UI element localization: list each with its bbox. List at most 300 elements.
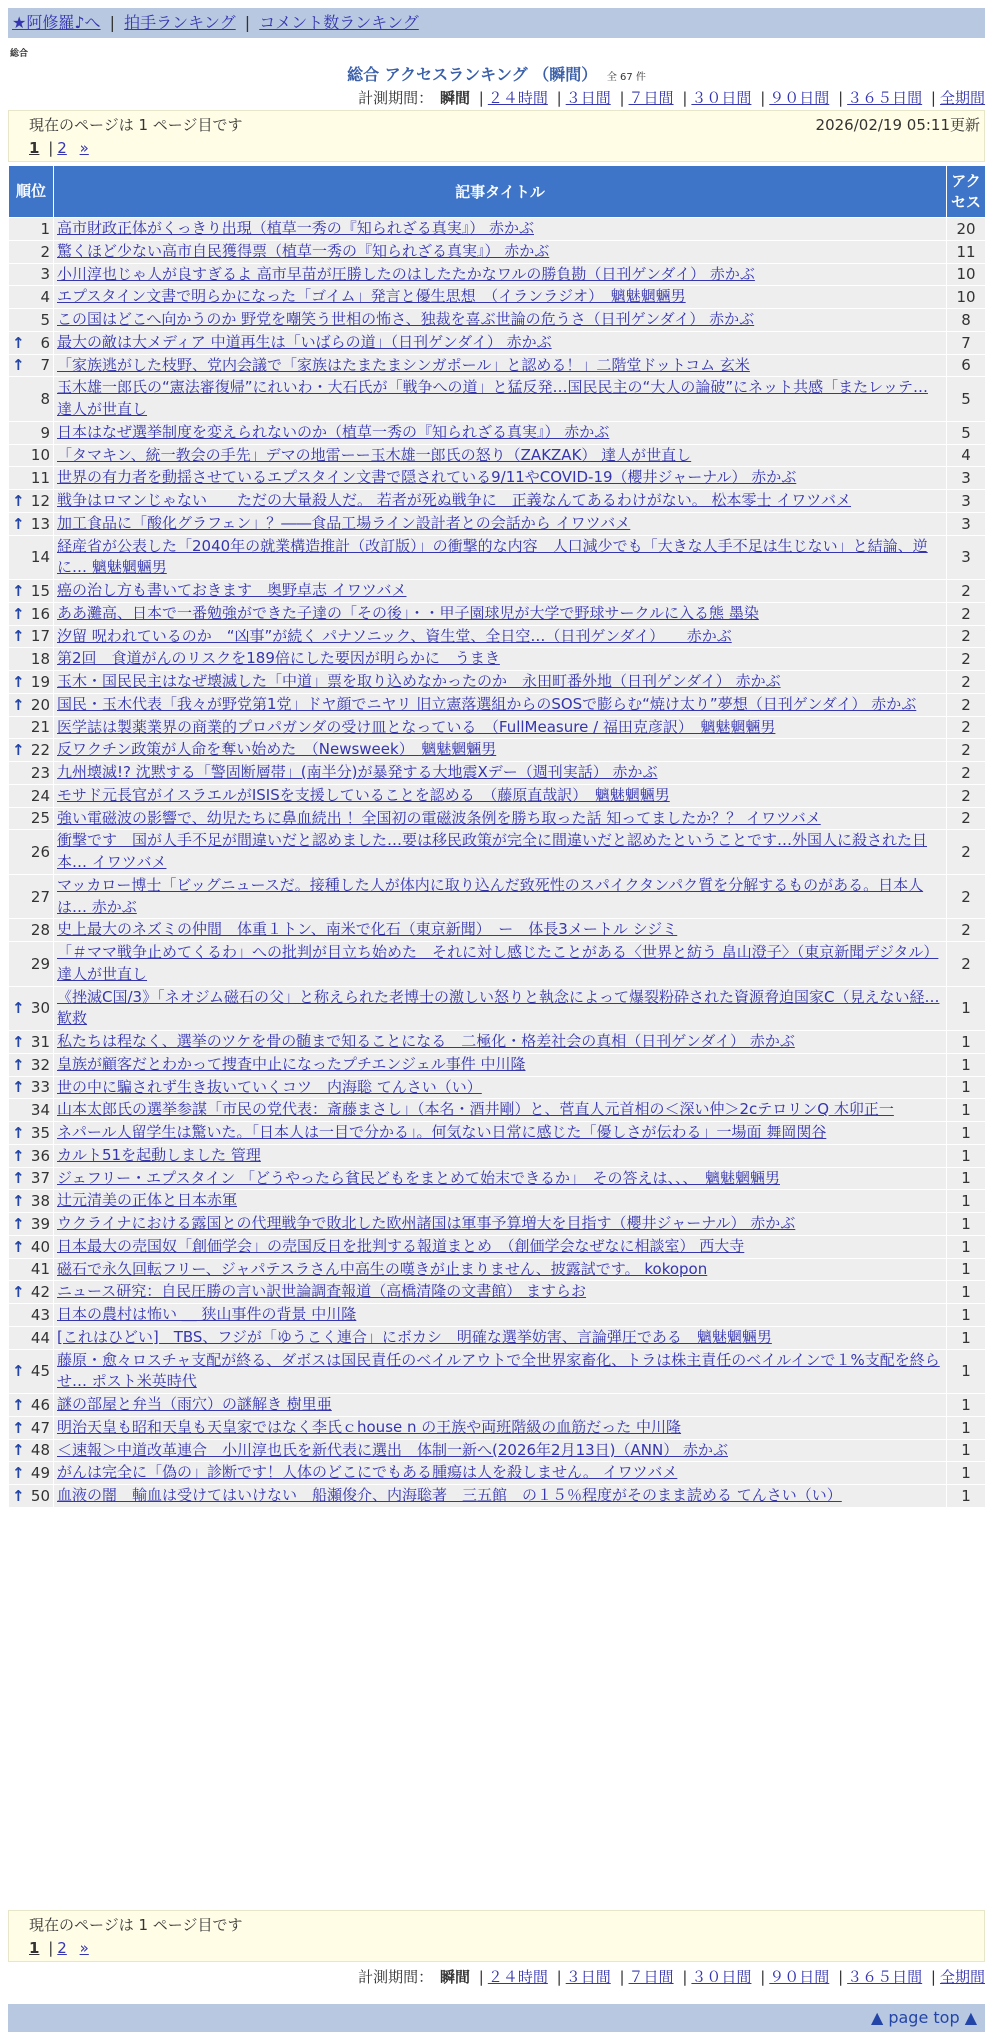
rank-number: 14 [30,548,50,567]
rank-up-arrow-icon: ↑ [12,333,25,352]
title-cell [54,1485,947,1508]
period-link-all[interactable]: 全期間 [939,1968,985,1986]
access-count: 1 [947,1190,986,1213]
title-cell [54,1167,947,1190]
rank-number: 22 [30,741,50,760]
rank-number: 44 [30,1328,50,1347]
access-count: 1 [947,1167,986,1190]
rank-number: 17 [30,627,50,646]
category-label: 総合 [10,49,29,59]
article-link[interactable]: 強い電磁波の影響で、幼児たちに鼻血続出 ！全国初の電磁波条例を勝ち取った話 知ってましたか？？ イワツバメ [57,808,821,827]
article-link[interactable]: 「家族逃がした枝野、党内会議で「家族はたまたまシンガポール」と認める！」二階堂ドットコム 玄米 [57,355,750,374]
period-link-7d[interactable]: ７日間 [628,89,674,107]
article-link[interactable]: この国はどこへ向かうのか 野党を嘲笑う世相の怖さ、独裁を喜ぶ世論の危うさ（日刊ゲンダイ） 赤かぶ [57,310,755,328]
rank-number: 45 [30,1362,50,1381]
access-count: 2 [947,919,986,942]
article-link[interactable]: 山本太郎氏の選挙参謀「市民の党代表：斎藤まさし」（本名・酒井剛）と、菅直人元首相の＜深い仲＞2cテロリンQ 木卯正一 [57,1100,894,1119]
access-count: 1 [947,1281,986,1304]
access-count: 2 [947,625,986,648]
title-cell [54,331,947,354]
article-link[interactable]: 癌の治し方も書いておきます 奥野卓志 イワツバメ [57,581,407,599]
access-count: 10 [947,263,986,286]
table-row [9,648,986,671]
access-count: 1 [947,1053,986,1076]
article-link[interactable]: 皇族が顧客だとわかって捜査中止になったプチエンジェル事件 中川隆 [57,1054,526,1073]
title-cell [54,1235,947,1258]
rank-number: 31 [30,1032,50,1051]
rank-cell [9,1304,54,1327]
title-cell [54,807,947,830]
title-cell [54,377,947,422]
table-row [9,830,986,875]
article-link[interactable]: ニュース研究：自民圧勝の言い訳世論調査報道（高橋清隆の文書館） ますらお [57,1282,587,1301]
rank-cell [9,490,54,513]
rank-up-arrow-icon: ↑ [12,1214,25,1233]
title-cell [54,874,947,919]
title-cell [54,1076,947,1099]
rank-cell [9,1213,54,1236]
rank-up-arrow-icon: ↑ [12,1237,25,1256]
rank-header: 順位 [9,166,54,218]
period-link-3d[interactable]: ３日間 [565,1968,611,1986]
access-count: 5 [947,421,986,444]
article-link[interactable]: 小川淳也じゃ人が良すぎるよ 高市早苗が圧勝したのはしたたかなワルの勝負勘（日刊ゲンダイ） 赤かぶ [57,264,755,283]
table-row [9,580,986,603]
table-row [9,263,986,286]
page-status: 現在のページは 1 ページ目です [29,116,243,134]
table-row [9,1031,986,1054]
article-link[interactable]: 「＃ママ戦争止めてくるわ」への批判が目立ち始めた それに対し感じたことがある〈世界と紡う 畠山澄子〉（東京新聞デジタル） 達人が世直し [57,943,939,983]
rank-number: 48 [30,1441,50,1460]
article-link[interactable]: 血液の闇 輸血は受けてはいけない 船瀬俊介、内海聡著 三五館 の１５％程度がそのまま読める てんさい（い） [57,1486,842,1504]
article-link[interactable]: 辻元清美の正体と日本赤軍 [57,1191,238,1210]
page-current: 1 [29,139,40,157]
rank-up-arrow-icon: ↑ [12,1395,25,1414]
article-link[interactable]: 汐留 呪われているのか “凶事”が続く パナソニック、資生堂、全日空…（日刊ゲンダイ） 赤かぶ [57,626,732,645]
access-count: 1 [947,1326,986,1349]
article-link[interactable]: 私たちは程なく、選挙のツケを骨の髄まで知ることになる 二極化・格差社会の真相（日刊ゲンダイ） 赤かぶ [57,1032,795,1050]
access-header: アクセス [947,166,986,218]
rank-cell [9,693,54,716]
rank-number: 35 [30,1123,50,1142]
rank-number: 16 [30,604,50,623]
rank-up-arrow-icon: ↑ [12,1418,25,1437]
article-link[interactable]: ＜速報＞中道改革連合 小川淳也氏を新代表に選出 体制一新へ(2026年2月13日)（ANN） 赤かぶ [57,1440,728,1459]
rank-up-arrow-icon: ↑ [12,999,25,1018]
rank-number: 20 [30,695,50,714]
table-row [9,1462,986,1485]
rank-up-arrow-icon: ↑ [12,1486,25,1505]
article-link[interactable]: カルト51を起動しました 管理 [57,1145,261,1164]
title-cell [54,784,947,807]
rank-number: 40 [30,1237,50,1256]
table-row [9,1394,986,1417]
rank-cell [9,1190,54,1213]
title-cell [54,1304,947,1327]
article-link[interactable]: 経産省が公表した「2040年の就業構造推計（改訂版）」の衝撃的な内容 人口減少でも「大きな人手不足は生じない」と結論、逆に… 魑魅魍魎男 [57,536,928,577]
article-link[interactable]: 明治天皇も昭和天皇も天皇家ではなく李氏ｃhouse n の王族や両班階級の血筋だった 中川隆 [57,1417,682,1436]
table-row [9,1053,986,1076]
article-link[interactable]: 最大の敵は大メディア 中道再生は「いばらの道」（日刊ゲンダイ） 赤かぶ [57,332,552,351]
title-cell [54,218,947,241]
table-row [9,1304,986,1327]
table-row [9,739,986,762]
rank-number: 32 [30,1055,50,1074]
nav-separator: | [244,13,251,32]
access-count: 1 [947,1304,986,1327]
title-cell [54,625,947,648]
access-count: 4 [947,444,986,467]
article-link[interactable]: 「タマキン、統一教会の手先」デマの地雷ーー玉木雄一郎氏の怒り（ZAKZAK） 達人が世直し [57,445,692,464]
title-cell [54,1349,947,1394]
updated-timestamp: 2026/02/19 05:11更新 [815,116,980,134]
table-row [9,535,986,580]
period-link-24h[interactable]: ２４時間 [487,89,548,107]
rank-number: 12 [30,491,50,510]
rank-cell [9,580,54,603]
title-cell [54,602,947,625]
rank-cell [9,602,54,625]
rank-cell [9,716,54,739]
rank-cell [9,648,54,671]
table-row [9,1439,986,1462]
page-link-2[interactable]: 2 [57,1939,67,1957]
article-link[interactable]: 戦争はロマンじゃない ただの大量殺人だ。 若者が死ぬ戦争に 正義なんてあるわけがない。 松本零士 イワツバメ [57,491,852,509]
rank-number: 6 [40,333,50,352]
rank-cell [9,421,54,444]
rank-number: 34 [30,1101,50,1120]
period-selector-bottom: 計測期間： 瞬間 | ２４時間 | ３日間 | ７日間 | ３０日間 | ９０日間 | ３６５日間 | 全期間 [358,1968,985,1986]
rank-cell [9,354,54,377]
article-link[interactable]: 玉木・国民民主はなぜ壊滅した「中道」票を取り込めなかったのか 永田町番外地（日刊ゲンダイ） 赤かぶ [57,672,781,690]
title-cell [54,580,947,603]
rank-number: 28 [30,921,50,940]
access-count: 1 [947,1144,986,1167]
rank-number: 46 [30,1395,50,1414]
title-cell [54,919,947,942]
access-count: 1 [947,1439,986,1462]
title-cell [54,1326,947,1349]
article-link[interactable]: エプスタイン文書で明らかになった「ゴイム」発言と優生思想 （イランラジオ） 魑魅魍魎男 [57,287,686,306]
table-row [9,1235,986,1258]
article-link[interactable]: 驚くほど少ない高市自民獲得票（植草一秀の『知られざる真実』） 赤かぶ [57,241,550,260]
rank-cell [9,1439,54,1462]
table-row [9,1122,986,1145]
title-cell [54,739,947,762]
rank-up-arrow-icon: ↑ [12,1169,25,1188]
table-row [9,693,986,716]
title-cell [54,942,947,987]
table-row [9,218,986,241]
table-row [9,784,986,807]
table-row [9,1258,986,1281]
rank-number: 47 [30,1418,50,1437]
rank-up-arrow-icon: ↑ [12,1123,25,1142]
table-row [9,1167,986,1190]
article-link[interactable]: ウクライナにおける露国との代理戦争で敗北した欧州諸国は軍事予算増大を目指す（櫻井ジャーナル） 赤かぶ [57,1214,796,1232]
title-cell [54,762,947,785]
article-link[interactable]: 九州壊滅!? 沈黙する「警固断層帯」(南半分)が暴発する大地震Xデー（週刊実話） 赤かぶ [57,763,658,781]
period-link-3d[interactable]: ３日間 [565,89,611,107]
rank-cell [9,1076,54,1099]
page-top-link[interactable]: ▲ page top ▲ [870,2008,977,2027]
title-cell [54,1190,947,1213]
title-cell [54,512,947,535]
page-title [0,62,993,85]
rank-cell [9,377,54,422]
article-link[interactable]: 玉木雄一郎氏の“憲法審復帰”にれいわ・大石氏が「戦争への道」と猛反発…国民民主の“大人の論破”にネット共感「またレッテ… 達人が世直し [57,378,928,418]
period-link-365d[interactable]: ３６５日間 [847,1968,923,1986]
article-link[interactable]: ネパール人留学生は驚いた。「日本人は一目で分かる」。何気ない日常に感じた「優しさが伝わる」一場面 舞岡関谷 [57,1123,827,1141]
article-link[interactable]: [これはひどい] TBS、フジが「ゆうこく連合」にボカシ 明確な選挙妨害、言論弾圧である 魑魅魍魎男 [57,1327,772,1346]
table-row [9,1485,986,1508]
period-link-30d[interactable]: ３０日間 [691,89,752,107]
access-count: 1 [947,1394,986,1417]
article-link[interactable]: 第2回 食道がんのリスクを189倍にした要因が明らかに うまき [57,649,500,668]
title-cell [54,1031,947,1054]
title-cell [54,1416,947,1439]
title-cell [54,1053,947,1076]
article-link[interactable]: 世界の有力者を動揺させているエプスタイン文書で隠されている9/11やCOVID-19（櫻井ジャーナル） 赤かぶ [57,468,797,487]
title-cell [54,830,947,875]
article-link[interactable]: 加工食品に「酸化グラフェン」？――食品工場ライン設計者との会話から イワツバメ [57,513,631,532]
rank-number: 29 [30,954,50,973]
access-count: 7 [947,331,986,354]
access-count: 2 [947,602,986,625]
rank-number: 25 [30,809,50,828]
rank-cell [9,1235,54,1258]
comment-ranking-link[interactable]: コメント数ランキング [259,13,419,32]
access-count: 2 [947,762,986,785]
article-link[interactable]: 国民・玉木代表「我々が野党第1党」ドヤ顔でニヤリ 旧立憲落選組からのSOSで膨らむ“焼け太り”夢想（日刊ゲンダイ） 赤かぶ [57,694,917,713]
table-row [9,942,986,987]
access-count: 6 [947,354,986,377]
access-count: 2 [947,648,986,671]
rank-cell [9,512,54,535]
access-count: 1 [947,1122,986,1145]
access-count: 2 [947,942,986,987]
access-count: 1 [947,1416,986,1439]
article-link[interactable]: マッカロー博士「ビッグニュースだ。接種した人が体内に取り込んだ致死性のスパイクタンパク質を分解するものがある。日本人は… 赤かぶ [57,875,924,916]
rank-number: 33 [30,1078,50,1097]
table-row [9,1281,986,1304]
article-link[interactable]: 反ワクチン政策が人命を奪い始めた （Newsweek） 魑魅魍魎男 [57,740,497,759]
access-count: 3 [947,512,986,535]
rank-number: 4 [40,288,50,307]
rank-cell [9,1485,54,1508]
rank-cell [9,807,54,830]
table-row [9,874,986,919]
article-link[interactable]: がんは完全に「偽の」診断です！人体のどこにでもある腫瘍は人を殺しません。 イワツバメ [57,1463,678,1482]
table-row [9,762,986,785]
access-count: 2 [947,874,986,919]
access-count: 5 [947,377,986,422]
rank-cell [9,1031,54,1054]
rank-cell [9,331,54,354]
title-cell [54,240,947,263]
title-cell [54,1122,947,1145]
rank-cell [9,1122,54,1145]
article-link[interactable]: 世の中に騙されず生き抜いていくコツ 内海聡 てんさい（い） [57,1077,482,1096]
period-link-24h[interactable]: ２４時間 [487,1968,548,1986]
article-link[interactable]: 衝撃です 国が人手不足が間違いだと認めました…要は移民政策が完全に間違いだと認めたということです…外国人に殺された日本… イワツバメ [57,831,928,871]
period-link-90d[interactable]: ９０日間 [769,1968,830,1986]
footer-bar [8,2004,985,2032]
title-cell [54,1144,947,1167]
rank-number: 8 [40,390,50,408]
article-link[interactable]: 日本はなぜ選挙制度を変えられないのか（植草一秀の『知られざる真実』） 赤かぶ [57,422,610,441]
rank-cell [9,1462,54,1485]
access-count: 1 [947,1099,986,1122]
period-current: 瞬間 [439,1968,470,1986]
rank-number: 11 [30,469,50,488]
rank-cell [9,1167,54,1190]
table-row [9,490,986,513]
article-link[interactable]: 磁石で永久回転フリー、ジャパテスラさん中高生の嘆きが止まりません、披露試です。 kokopon [57,1259,708,1278]
access-count: 2 [947,671,986,694]
article-link[interactable]: 《挫滅C国/3》「ネオジム磁石の父」と称えられた老博士の激しい怒りと執念によって爆裂粉砕された資源脅迫国家C（見えない経… 歓救 [57,987,940,1028]
rank-up-arrow-icon: ↑ [12,1283,25,1302]
rank-number: 39 [30,1214,50,1233]
article-link[interactable]: ジェフリー・エプスタイン 「どうやったら貧民どもをまとめて始末できるか」 その答えは、、、 魑魅魍魎男 [57,1168,780,1187]
access-count: 3 [947,490,986,513]
rank-up-arrow-icon: ↑ [12,672,25,691]
rank-cell [9,218,54,241]
access-count: 1 [947,1485,986,1508]
title-cell [54,986,947,1031]
article-link[interactable]: 史上最大のネズミの仲間 体重１トン、南米で化石（東京新聞） ー 体長3メートル シジミ [57,920,678,939]
rank-number: 15 [30,581,50,600]
access-count: 2 [947,784,986,807]
title-cell [54,535,947,580]
page-next-link[interactable]: » [79,139,89,157]
access-count: 2 [947,693,986,716]
article-link[interactable]: 謎の部屋と弁当（雨穴）の謎解き 樹里亜 [57,1395,332,1413]
access-count: 10 [947,286,986,309]
rank-number: 1 [40,219,50,238]
title-cell [54,467,947,490]
rank-up-arrow-icon: ↑ [12,1362,25,1381]
rank-cell [9,1326,54,1349]
rank-number: 2 [40,242,50,261]
rank-number: 38 [30,1192,50,1211]
page-next-link[interactable]: » [79,1939,89,1957]
period-selector: 計測期間： 瞬間 | ２４時間 | ３日間 | ７日間 | ３０日間 | ９０日間 | ３６５日間 | 全期間 [358,89,985,107]
rank-up-arrow-icon: ↑ [12,627,25,646]
rank-up-arrow-icon: ↑ [12,1441,25,1460]
period-link-7d[interactable]: ７日間 [628,1968,674,1986]
rank-up-arrow-icon: ↑ [12,1146,25,1165]
title-cell [54,1462,947,1485]
table-row [9,444,986,467]
access-count: 1 [947,986,986,1031]
title-cell [54,1258,947,1281]
table-row [9,1416,986,1439]
rank-cell [9,784,54,807]
table-row [9,512,986,535]
table-row [9,986,986,1031]
access-count: 2 [947,739,986,762]
title-cell [54,444,947,467]
rank-number: 37 [30,1169,50,1188]
article-link[interactable]: 高市財政正体がくっきり出現（植草一秀の『知られざる真実』） 赤かぶ [57,219,534,237]
table-row [9,467,986,490]
title-cell [54,1394,947,1417]
rank-up-arrow-icon: ↑ [12,514,25,533]
rank-cell [9,309,54,332]
access-count: 11 [947,240,986,263]
period-link-all[interactable]: 全期間 [939,89,985,107]
rank-number: 19 [30,672,50,691]
rank-number: 49 [30,1464,50,1483]
table-row [9,919,986,942]
period-link-365d[interactable]: ３６５日間 [847,89,923,107]
page-status: 現在のページは 1 ページ目です [29,1916,243,1934]
rank-number: 18 [30,650,50,669]
article-link[interactable]: 医学誌は製薬業界の商業的プロパガンダの受け皿となっている （FullMeasure / 福田克彦訳） 魑魅魍魎男 [57,717,776,736]
clap-ranking-link[interactable]: 拍手ランキング [124,13,236,32]
rank-up-arrow-icon: ↑ [12,1464,25,1483]
article-link[interactable]: モサド元長官がイスラエルがISISを支援していることを認める （藤原直哉訳） 魑魅魍魎男 [57,785,670,804]
access-count: 2 [947,830,986,875]
period-link-90d[interactable]: ９０日間 [769,89,830,107]
page-link-2[interactable]: 2 [57,139,67,157]
table-row [9,1326,986,1349]
rank-cell [9,919,54,942]
table-row [9,625,986,648]
rank-cell [9,1053,54,1076]
rank-cell [9,1394,54,1417]
title-cell [54,648,947,671]
article-link[interactable]: 藤原・愈々ロスチャ支配が終る、ダボスは国民責任のベイルアウトで全世界家畜化、トラは株主責任のベイルインで１%支配を終らせ… ポスト米英時代 [57,1350,940,1391]
table-row [9,377,986,422]
rank-number: 41 [30,1260,50,1279]
pager-top: 現在のページは 1 ページ目です 2026/02/19 05:11更新 1 | 2 » [8,110,985,162]
rank-cell [9,240,54,263]
rank-cell [9,1258,54,1281]
rank-up-arrow-icon: ↑ [12,1192,25,1211]
article-link[interactable]: ああ灘高、日本で一番勉強ができた子達の「その後」・・甲子園球児が大学で野球サークルに入る態 墨染 [57,603,759,622]
rank-cell [9,762,54,785]
period-link-30d[interactable]: ３０日間 [691,1968,752,1986]
table-row [9,1144,986,1167]
rank-cell [9,263,54,286]
rank-up-arrow-icon: ↑ [12,581,25,600]
rank-cell [9,1099,54,1122]
access-count: 1 [947,1349,986,1394]
table-row [9,1099,986,1122]
access-count: 2 [947,716,986,739]
article-link[interactable]: 日本最大の売国奴「創価学会」の売国反日を批判する報道まとめ （創価学会なぜなに相談室） 西大寺 [57,1236,745,1255]
table-row [9,240,986,263]
rank-up-arrow-icon: ↑ [12,1055,25,1074]
access-count: 1 [947,1213,986,1236]
rank-number: 36 [30,1146,50,1165]
article-link[interactable]: 日本の農村は怖い ＿ 狭山事件の背景 中川隆 [57,1305,357,1323]
table-row [9,1190,986,1213]
pager-bottom: 現在のページは 1 ページ目です 1 | 2 » [8,1910,985,1962]
nav-separator: | [109,13,116,32]
table-row [9,807,986,830]
access-count: 2 [947,580,986,603]
access-count: 3 [947,535,986,580]
home-link[interactable]: ★阿修羅♪へ [12,13,101,32]
rank-cell [9,671,54,694]
title-cell [54,354,947,377]
table-row [9,421,986,444]
rank-up-arrow-icon: ↑ [12,1078,25,1097]
period-label: 計測期間： [358,1968,434,1986]
